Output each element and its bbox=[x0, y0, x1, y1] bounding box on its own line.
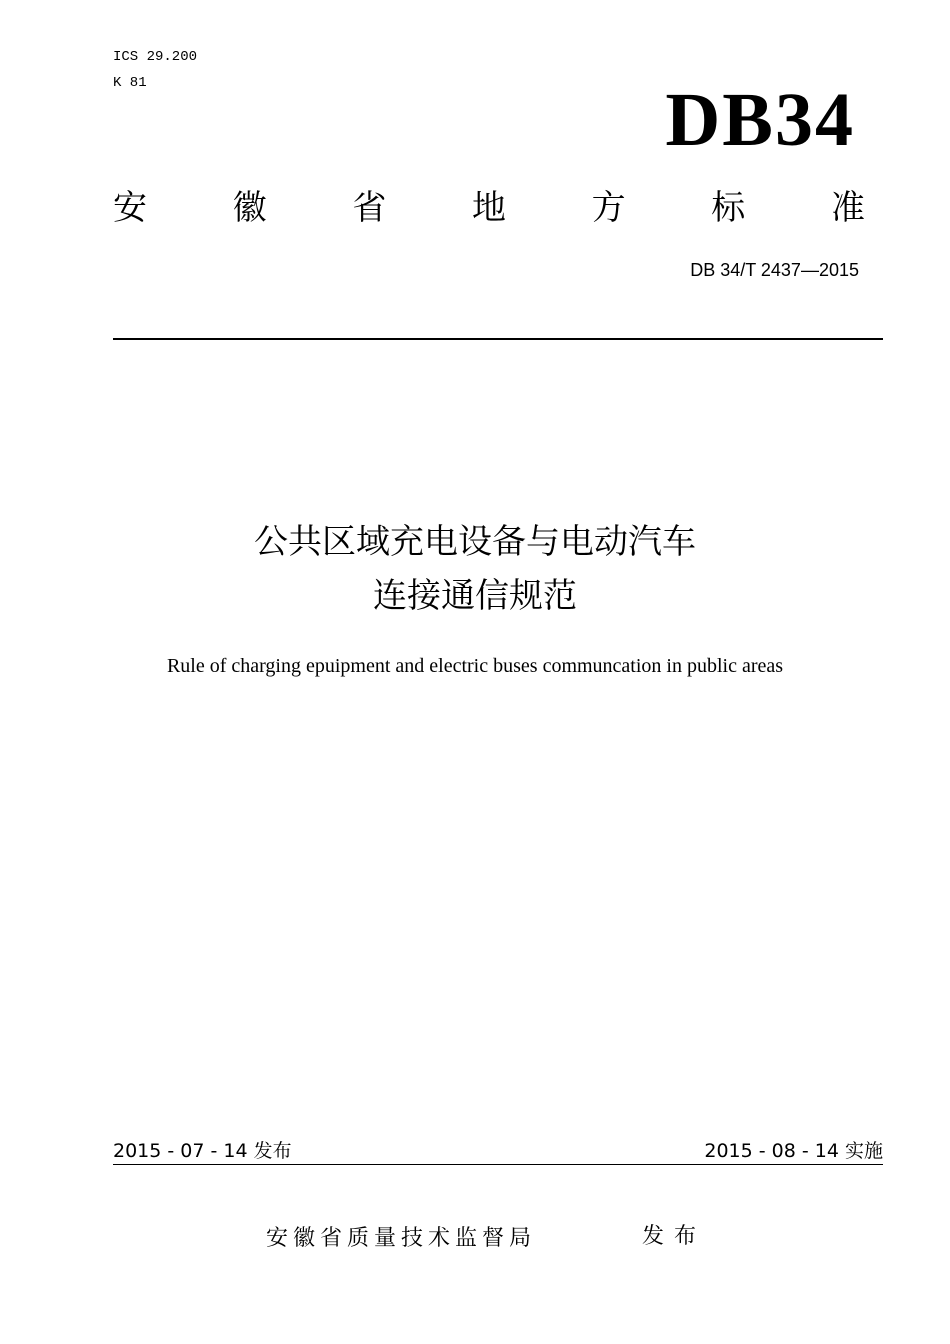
issue-action: 发布 bbox=[642, 1224, 707, 1249]
implementation-date: 2015 - 08 - 14 实施 bbox=[704, 1140, 883, 1162]
issuing-authority: 安徽省质量技术监督局 bbox=[266, 1226, 537, 1251]
standard-type-heading bbox=[113, 186, 865, 230]
ics-code: ICS 29.200 bbox=[113, 49, 198, 65]
standard-type-char: 省 bbox=[352, 188, 387, 228]
standard-number: DB 34/T 2437—2015 bbox=[690, 260, 859, 280]
standard-type-char: 方 bbox=[591, 188, 626, 228]
english-title: Rule of charging epuipment and electric buses communcation in public areas bbox=[166, 655, 784, 677]
standard-type-char: 安 bbox=[113, 188, 147, 228]
standard-type-char: 地 bbox=[471, 188, 506, 228]
ccs-code: K 81 bbox=[113, 75, 147, 91]
chinese-title bbox=[0, 515, 950, 623]
standard-logo: DB34 bbox=[665, 78, 855, 162]
standard-type-char: 标 bbox=[711, 188, 746, 228]
chinese-title-line-2: 连接通信规范 bbox=[373, 576, 577, 616]
top-divider bbox=[113, 338, 883, 340]
standard-type-char: 徽 bbox=[232, 188, 267, 228]
chinese-title-line-1: 公共区域充电设备与电动汽车 bbox=[254, 522, 696, 562]
bottom-divider bbox=[113, 1164, 883, 1165]
standard-type-char: 准 bbox=[830, 188, 865, 228]
issue-date: 2015 - 07 - 14 发布 bbox=[113, 1140, 292, 1162]
